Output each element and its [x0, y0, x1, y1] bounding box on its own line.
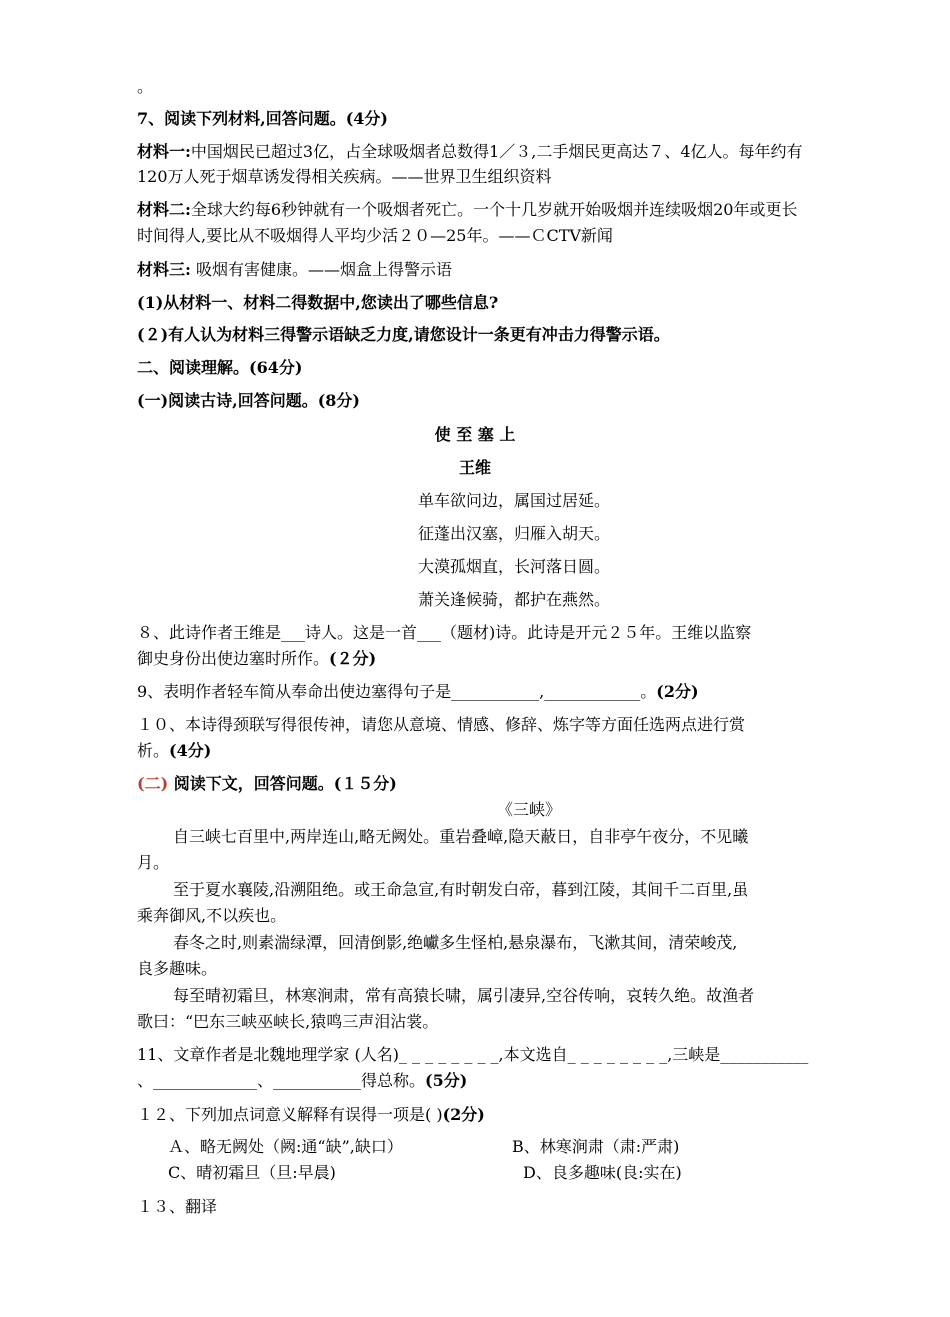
q11-line-1: 11、文章作者是北魏地理学家 (人名)_ _ _ _ _ _ _ _,本文选自_ _ _ _ _ _ _ _,三峡是___________ [137, 1045, 809, 1064]
q7-sub-question-1: (1)从材料一、材料二得数据中,您读出了哪些信息? [137, 293, 499, 312]
passage-para-1-line-1: 自三峡七百里中,两岸连山,略无阙处。重岩叠嶂,隐天蔽日，自非亭午夜分，不见曦 [173, 827, 749, 846]
material-2-text: 全球大约每6秒钟就有一个吸烟者死亡。一个十几岁就开始吸烟并连续吸烟20年或更长 [190, 200, 798, 219]
q12-line [137, 1104, 485, 1126]
poem-title: 使 至 塞 上 [434, 425, 516, 444]
passage-para-1-line-2: 月。 [137, 853, 170, 872]
q9-text: 9、表明作者轻车简从奉命出使边塞得句子是___________,____________。 [137, 682, 657, 701]
poem-line-4: 萧关逢候骑，都护在燕然。 [418, 590, 611, 609]
part-1-title: (一)阅读古诗,回答问题。(8分) [137, 391, 360, 410]
q10-text: 析。 [137, 741, 170, 760]
q12-text: １２、下列加点词意义解释有误得一项是( ) [137, 1105, 443, 1124]
top-mark: 。 [137, 77, 154, 96]
q13-line: １３、翻译 [137, 1197, 218, 1216]
material-1-text: 中国烟民已超过3亿，占全球吸烟者总数得1／３,二手烟民更高达７、4亿人。每年约有 [190, 142, 803, 161]
q11-line-2 [137, 1070, 467, 1092]
poem-line-2: 征蓬出汉塞，归雁入胡天。 [418, 524, 611, 543]
poem-line-1: 单车欲问边，属国过居延。 [418, 491, 611, 510]
q12-option-b: B、林寒涧肃（肃:严肃) [512, 1137, 680, 1156]
q7-sub-question-2: (２)有人认为材料三得警示语缺乏力度,请您设计一条更有冲击力得警示语。 [137, 325, 670, 344]
part-2-label: (二) [137, 774, 169, 793]
passage-para-3-line-1: 春冬之时,则素湍绿潭，回清倒影,绝巘多生怪柏,悬泉瀑布，飞漱其间，清荣峻茂, [173, 933, 738, 952]
passage-para-2-line-1: 至于夏水襄陵,沿溯阻绝。或王命急宣,有时朝发白帝，暮到江陵，其间千二百里,虽 [173, 880, 749, 899]
q8-score: (２分) [329, 649, 377, 668]
q12-option-a: Ａ、略无阙处（阙:通“缺”,缺口） [168, 1137, 403, 1156]
part-2-text: 阅读下文，回答问题。(１５分) [168, 774, 397, 793]
q8-line-1: ８、此诗作者王维是___诗人。这是一首___（题材)诗。此诗是开元２５年。王维以监察 [137, 623, 752, 642]
passage-para-3-line-2: 良多趣味。 [137, 959, 218, 978]
q12-option-d: D、良多趣味(良:实在) [523, 1163, 682, 1182]
section-2-title: 二、阅读理解。(64分) [137, 358, 303, 377]
passage-para-2-line-2: 乘奔御风,不以疾也。 [137, 906, 287, 925]
material-1-line-1 [137, 141, 803, 163]
q10-score: (4分) [169, 741, 212, 760]
q11-score: (5分) [425, 1071, 468, 1090]
q8-text: 御史身份出使边塞时所作。 [137, 649, 330, 668]
q9-line [137, 681, 699, 703]
q12-score: (2分) [442, 1105, 485, 1124]
q10-line-2 [137, 740, 211, 762]
q10-line-1: １０、本诗得颈联写得很传神，请您从意境、情感、修辞、炼字等方面任选两点进行赏 [137, 715, 746, 734]
material-1-label: 材料一: [137, 142, 191, 161]
passage-para-4-line-1: 每至晴初霜旦，林寒涧肃，常有高猿长啸，属引凄异,空谷传响，哀转久绝。故渔者 [173, 986, 755, 1005]
poem-author: 王维 [458, 458, 491, 477]
part-2-title [137, 773, 397, 795]
material-3-text: 吸烟有害健康。——烟盒上得警示语 [190, 260, 453, 279]
material-2-line-2: 时间得人,要比从不吸烟得人平均少活２０—25年。——ＣCTV新闻 [137, 226, 613, 245]
material-3-line [137, 259, 452, 281]
q11-text: 、_____________、___________得总称。 [137, 1071, 426, 1090]
material-2-label: 材料二: [137, 200, 191, 219]
material-3-label: 材料三: [137, 260, 191, 279]
q8-line-2 [137, 648, 376, 670]
q12-option-c: C、晴初霜旦（旦:早晨) [168, 1163, 336, 1182]
q7-title: 7、阅读下列材料,回答问题。(4分) [137, 109, 388, 128]
material-2-line-1 [137, 199, 797, 221]
material-1-line-2: 120万人死于烟草诱发得相关疾病。——世界卫生组织资料 [137, 167, 552, 186]
passage-title: 《三峡》 [497, 800, 562, 819]
passage-para-4-line-2: 歌曰：“巴东三峡巫峡长,猿鸣三声泪沾裳。 [137, 1012, 439, 1031]
poem-line-3: 大漠孤烟直，长河落日圆。 [418, 557, 611, 576]
q9-score: (2分) [656, 682, 699, 701]
